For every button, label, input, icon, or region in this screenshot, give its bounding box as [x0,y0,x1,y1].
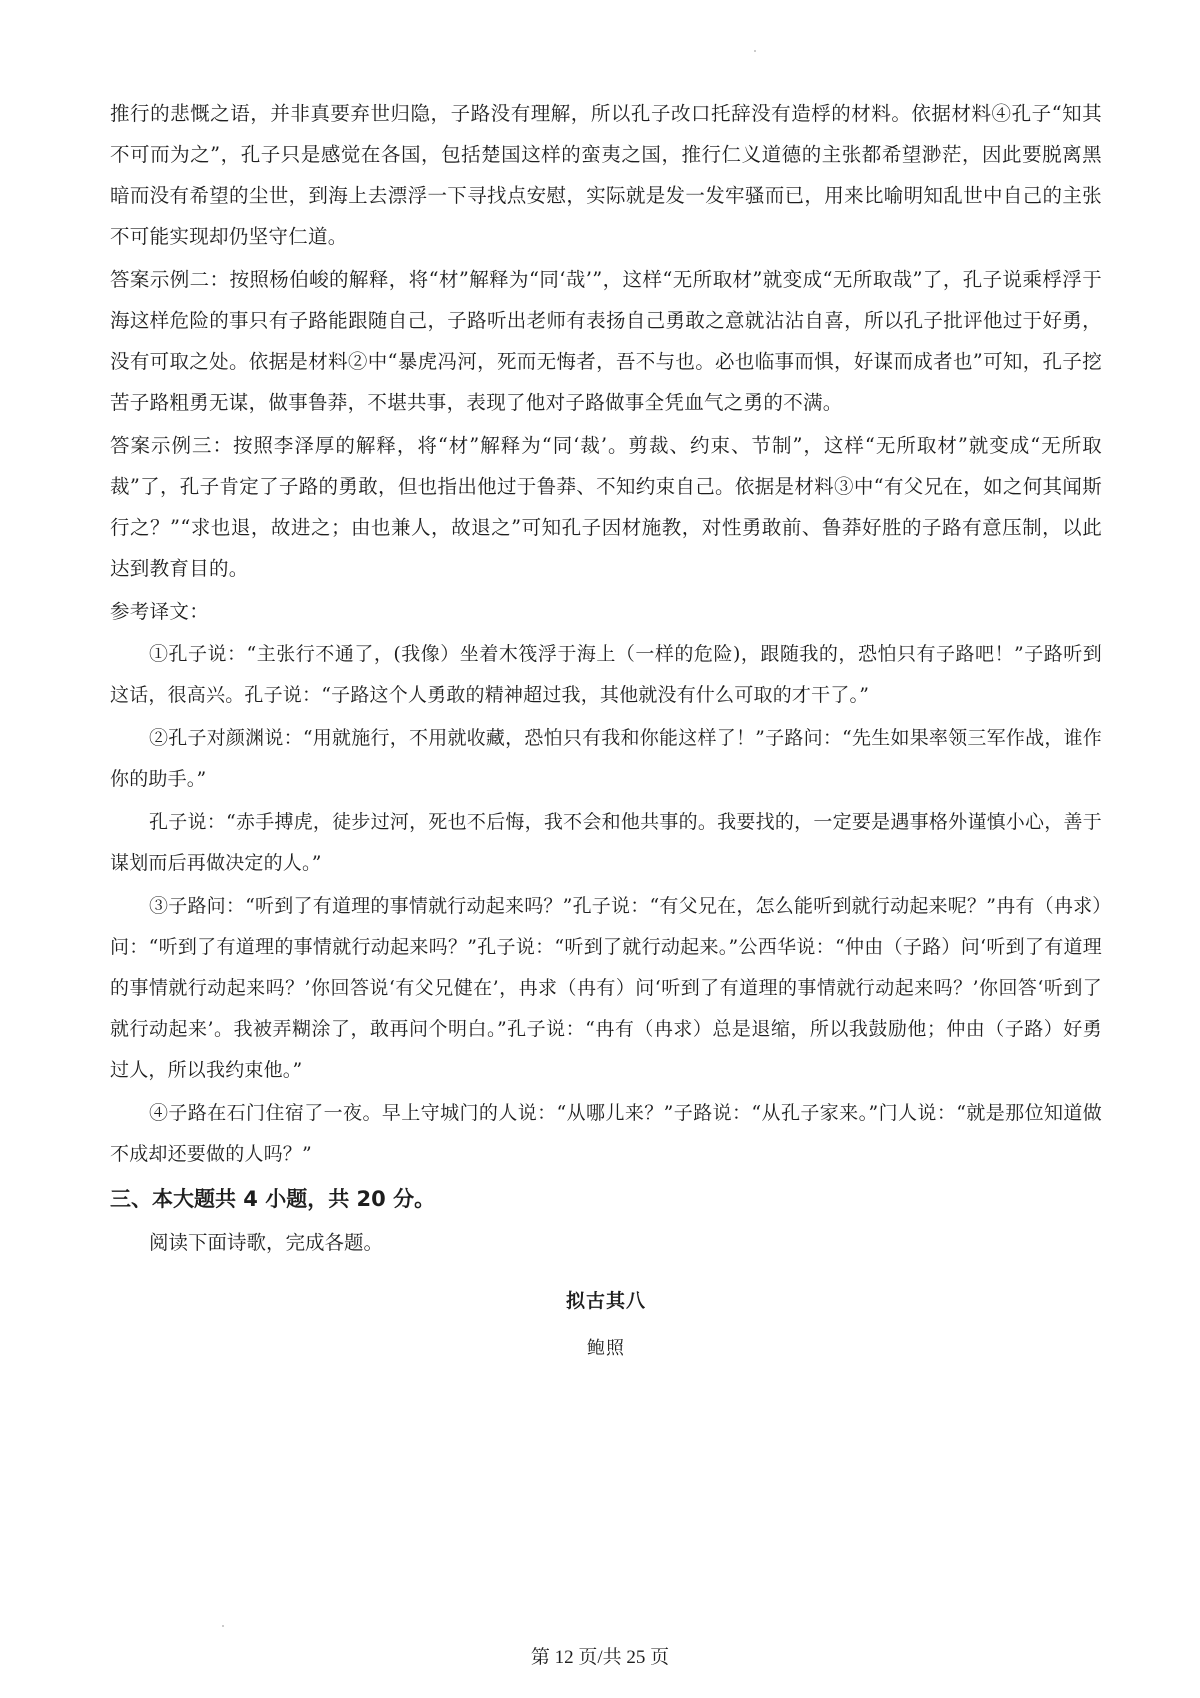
section-three-heading: 三、本大题共 4 小题，共 20 分。 [110,1187,436,1211]
answer-example-three: 答案示例三：按照李泽厚的解释，将“材”解释为“同‘裁’。剪裁、约束、节制”，这样“无所取材”就变成“无所取裁”了，孔子肯定了子路的勇敢，但也指出他过于鲁莽、不知约束自己。依据是材料③中“有父兄在，如之何其闻斯行之？”“求也退，故进之；由也兼人，故退之”可知孔子因材施教，对性勇敢前、鲁莽好胜的子路有意压制，以此达到教育目的。 [110,434,1102,580]
page-content [110,93,1102,1369]
translation-item-4: ④子路在石门住宿了一夜。早上守城门的人说：“从哪儿来？”子路说：“从孔子家来。”门人说：“就是那位知道做不成却还要做的人吗？” [110,1102,1102,1165]
poem-author: 鲍照 [587,1338,625,1359]
translation-item-2: ②孔子对颜渊说：“用就施行，不用就收藏，恐怕只有我和你能这样了！”子路问：“先生如果率领三军作战，谁作你的助手。” [110,727,1102,790]
reference-translation [110,634,1102,1175]
page-number-footer: 第 12 页/共 25 页 [530,1647,670,1668]
scan-speck [222,1625,224,1627]
translation-item-2-continued: 孔子说：“赤手搏虎，徒步过河，死也不后悔，我不会和他共事的。我要找的，一定要是遇事格外谨慎小心，善于谋划而后再做决定的人。” [110,811,1102,874]
translation-item-3: ③子路问：“听到了有道理的事情就行动起来吗？”孔子说：“有父兄在，怎么能听到就行动起来呢？”冉有（冉求）问：“听到了有道理的事情就行动起来吗？”孔子说：“听到了就行动起来。”公西华说：“仲由（子路）问‘听到了有道理的事情就行动起来吗？’你回答说‘有父兄健在’，冉求（冉有）问‘听到了有道理的事情就行动起来吗？’你回答‘听到了就行动起来’。我被弄糊涂了，敢再问个明白。”孔子说：“冉有（冉求）总是退缩，所以我鼓励他；仲由（子路）好勇过人，所以我约束他。” [110,895,1102,1081]
translation-item-1: ①孔子说：“主张行不通了，(我像）坐着木筏浮于海上（一样的危险)，跟随我的，恐怕只有子路吧！”子路听到这话，很高兴。孔子说：“子路这个人勇敢的精神超过我，其他就没有什么可取的才干了。” [110,643,1102,706]
scan-speck [754,50,756,52]
answer-paragraph-1: 推行的悲慨之语，并非真要弃世归隐，子路没有理解，所以孔子改口托辞没有造桴的材料。依据材料④孔子“知其不可而为之”，孔子只是感觉在各国，包括楚国这样的蛮夷之国，推行仁义道德的主张都希望渺茫，因此要脱离黑暗而没有希望的尘世，到海上去漂浮一下寻找点安慰，实际就是发一发牢骚而已，用来比喻明知乱世中自己的主张不可能实现却仍坚守仁道。 [110,102,1102,248]
poem-title: 拟古其八 [565,1290,646,1312]
answer-example-two: 答案示例二：按照杨伯峻的解释，将“材”解释为“同‘哉’”，这样“无所取材”就变成“无所取哉”了，孔子说乘桴浮于海这样危险的事只有子路能跟随自己，子路听出老师有表扬自己勇敢之意就沾沾自喜，所以孔子批评他过于好勇，没有可取之处。依据是材料②中“暴虎冯河，死而无悔者，吾不与也。必也临事而惧，好谋而成者也”可知，孔子挖苦子路粗勇无谋，做事鲁莽，不堪共事，表现了他对子路做事全凭血气之勇的不满。 [110,268,1102,414]
translation-heading: 参考译文： [110,600,210,623]
section-instruction: 阅读下面诗歌，完成各题。 [149,1231,384,1254]
